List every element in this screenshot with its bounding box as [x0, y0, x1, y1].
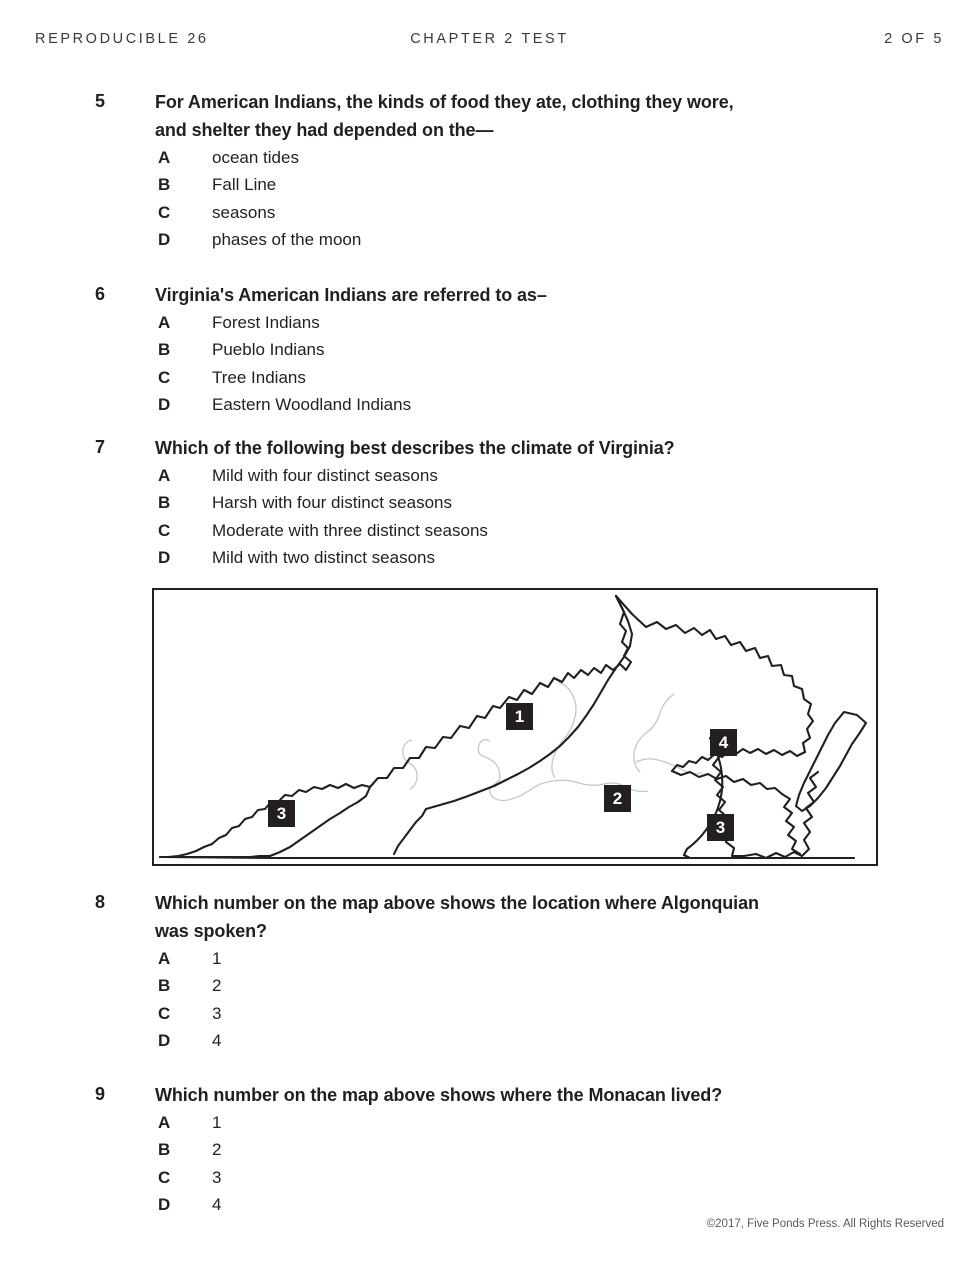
option-letter: B [158, 175, 171, 195]
answer-option[interactable] [0, 1109, 979, 1136]
answer-option[interactable] [0, 489, 979, 516]
answer-option[interactable] [0, 364, 979, 391]
option-letter: C [158, 202, 171, 222]
answer-option[interactable] [0, 1027, 979, 1054]
option-text: 3 [212, 1003, 222, 1023]
answer-option[interactable] [0, 336, 979, 363]
option-letter: A [158, 466, 171, 485]
map-region-marker-3-east[interactable]: 3 [707, 814, 734, 841]
option-text: phases of the moon [212, 229, 362, 249]
option-text: Fall Line [212, 175, 277, 195]
option-text: Moderate with three distinct seasons [212, 520, 488, 540]
option-letter: D [158, 1194, 171, 1214]
virginia-map-figure [152, 588, 878, 866]
answer-option[interactable] [0, 972, 979, 999]
map-region-marker-2[interactable]: 2 [604, 785, 631, 812]
option-text: Mild with two distinct seasons [212, 547, 435, 567]
option-text: ocean tides [212, 148, 299, 167]
running-head [0, 28, 979, 50]
answer-option[interactable] [0, 391, 979, 418]
question-stem-line-1: Which number on the map above shows where the Monacan lived? [155, 1085, 723, 1105]
option-text: 4 [212, 1030, 222, 1050]
question-stem-line-1: Which of the following best describes the climate of Virginia? [155, 438, 675, 458]
question-number: 8 [95, 892, 106, 912]
map-region-marker-4[interactable]: 4 [710, 729, 737, 756]
option-text: 2 [212, 976, 222, 996]
option-letter: B [158, 493, 171, 513]
map-region-marker-1[interactable]: 1 [506, 703, 533, 730]
option-text: 2 [212, 1140, 222, 1160]
question-stem [155, 1081, 915, 1109]
option-text: Pueblo Indians [212, 340, 325, 360]
answer-option[interactable] [0, 1191, 979, 1218]
question-stem [155, 281, 915, 309]
answer-option[interactable] [0, 309, 979, 336]
question-stem-row [0, 281, 979, 309]
answer-option[interactable] [0, 544, 979, 571]
option-text: 1 [212, 1113, 222, 1132]
option-text: Forest Indians [212, 313, 320, 332]
option-letter: C [158, 1167, 171, 1187]
question-stem [155, 88, 915, 144]
question-number: 6 [95, 284, 106, 304]
option-letter: C [158, 520, 171, 540]
option-text: Harsh with four distinct seasons [212, 493, 452, 513]
answer-option[interactable] [0, 226, 979, 253]
option-letter: D [158, 1030, 171, 1050]
question-block-9 [0, 1081, 979, 1218]
question-number: 7 [95, 437, 106, 457]
reproducible-label: REPRODUCIBLE 26 [35, 31, 209, 47]
option-text: Eastern Woodland Indians [212, 394, 412, 414]
question-stem-line-1: Virginia's American Indians are referred to as– [155, 285, 547, 305]
answer-option[interactable] [0, 171, 979, 198]
option-letter: A [158, 313, 171, 332]
question-stem-line-1: Which number on the map above shows the location where Algonquian [155, 893, 759, 913]
option-text: 4 [212, 1194, 222, 1214]
page-indicator: 2 OF 5 [884, 31, 944, 47]
option-letter: D [158, 547, 171, 567]
option-text: seasons [212, 202, 276, 222]
option-text: Tree Indians [212, 367, 306, 387]
question-block-5 [0, 88, 979, 253]
question-block-6 [0, 281, 979, 418]
question-stem-line-2: and shelter they had depended on the— [155, 120, 494, 140]
option-letter: D [158, 394, 171, 414]
answer-option[interactable] [0, 945, 979, 972]
option-letter: D [158, 229, 171, 249]
chapter-title: CHAPTER 2 TEST [410, 31, 569, 47]
question-stem-row [0, 88, 979, 144]
option-letter: A [158, 949, 171, 968]
question-stem-row [0, 434, 979, 462]
question-stem [155, 889, 915, 945]
option-letter: A [158, 1113, 171, 1132]
answer-option[interactable] [0, 144, 979, 171]
question-stem-row [0, 889, 979, 945]
option-letter: B [158, 1140, 171, 1160]
option-text: Mild with four distinct seasons [212, 466, 438, 485]
answer-option[interactable] [0, 1136, 979, 1163]
answer-option[interactable] [0, 517, 979, 544]
question-stem-row [0, 1081, 979, 1109]
question-stem [155, 434, 915, 462]
copyright-notice: ©2017, Five Ponds Press. All Rights Reserved [706, 1218, 944, 1230]
option-letter: C [158, 367, 171, 387]
answer-option[interactable] [0, 199, 979, 226]
map-region-marker-3-west[interactable]: 3 [268, 800, 295, 827]
answer-option[interactable] [0, 462, 979, 489]
question-stem-line-2: was spoken? [155, 921, 267, 941]
option-text: 1 [212, 949, 222, 968]
river-lines [403, 682, 702, 801]
answer-option[interactable] [0, 1164, 979, 1191]
option-text: 3 [212, 1167, 222, 1187]
question-number: 5 [95, 91, 106, 111]
question-block-8 [0, 889, 979, 1054]
question-block-7 [0, 434, 979, 571]
answer-option[interactable] [0, 1000, 979, 1027]
option-letter: B [158, 976, 171, 996]
question-number: 9 [95, 1084, 106, 1104]
option-letter: A [158, 148, 171, 167]
option-letter: C [158, 1003, 171, 1023]
option-letter: B [158, 340, 171, 360]
question-stem-line-1: For American Indians, the kinds of food they ate, clothing they wore, [155, 92, 734, 112]
